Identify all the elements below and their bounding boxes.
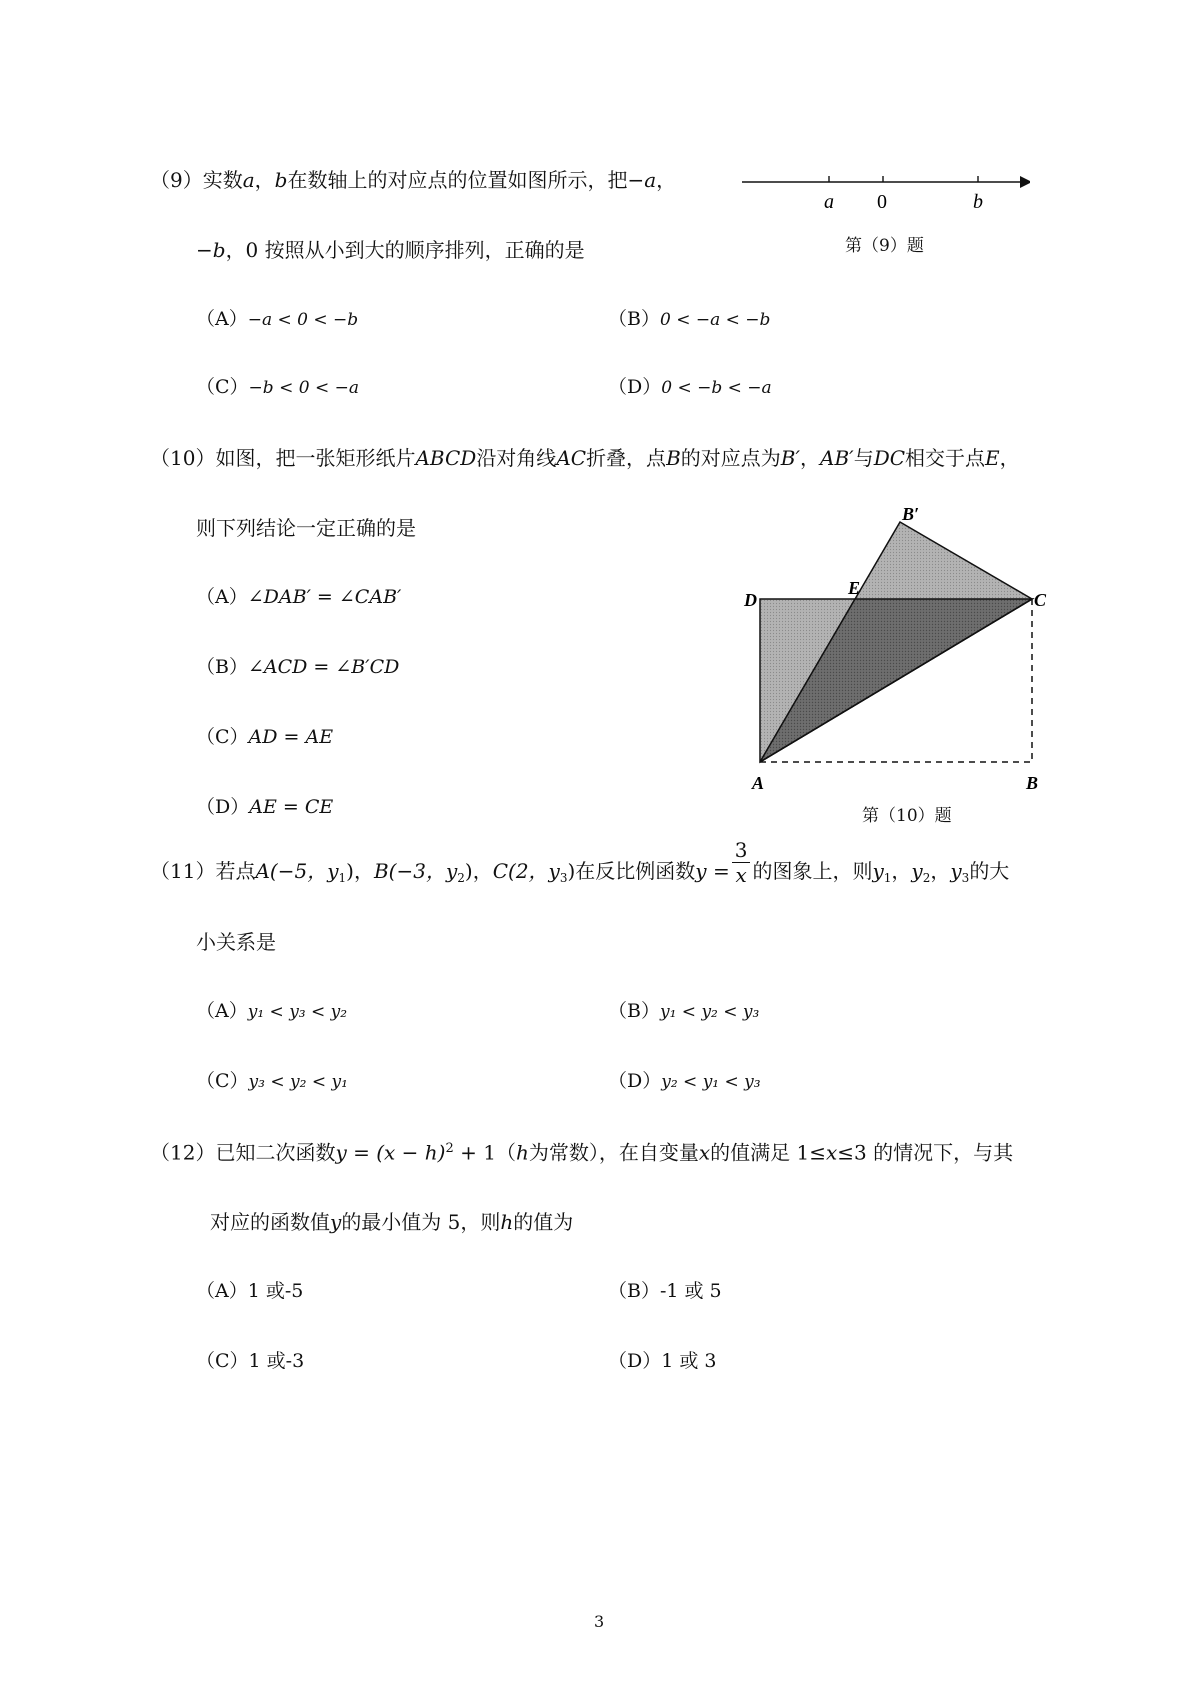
q12-h: h [515, 1140, 529, 1165]
q9-text: （9）实数 [150, 168, 243, 192]
q10-text: ， [999, 446, 1020, 470]
q12-text: 的值满足 1≤ [710, 1140, 826, 1165]
q11-option-c[interactable] [196, 1072, 348, 1091]
q11-text: 在反比例函数 [575, 859, 696, 883]
option-label: （C） [196, 376, 249, 398]
option-expr: ∠ACD = ∠B′CD [247, 656, 400, 678]
q10-text: 相交于点 [905, 446, 986, 470]
q12-x: x [698, 1140, 711, 1165]
q9-var-a: a [242, 168, 255, 192]
q10-abprime: AB′ [820, 446, 854, 470]
q12-text: 为常数），在自变量 [528, 1140, 699, 1165]
axis-label-0: 0 [877, 191, 887, 213]
axis-label-b: b [973, 191, 983, 213]
q9-stem-line1 [150, 170, 676, 190]
q12-sup: 2 [445, 1141, 454, 1156]
q9-neg-a: −a [627, 168, 657, 192]
q11-sub: 3 [559, 871, 568, 885]
q11-fn-lhs: y = [695, 859, 730, 883]
label-e: E [848, 578, 861, 598]
q11-point-c: C [492, 859, 509, 883]
option-label: （D） [608, 376, 662, 398]
label-a: A [752, 773, 765, 790]
q11-args: (−5，y [269, 859, 339, 883]
arrow-icon [1020, 176, 1030, 188]
option-label: （A） [196, 586, 248, 608]
q10-option-d[interactable] [196, 798, 333, 817]
q10-stem-line1 [150, 448, 1020, 468]
q9-text-line2: ，0 按照从小到大的顺序排列，正确的是 [225, 238, 585, 262]
q12-text: （ [495, 1140, 516, 1165]
page-number: 3 [594, 1612, 605, 1631]
q11-args: (−3，y [388, 859, 458, 883]
q10-option-c[interactable] [196, 728, 333, 747]
q9-var-b: b [274, 168, 288, 192]
q11-option-a[interactable] [196, 1002, 347, 1021]
option-expr: -1 或 5 [659, 1280, 722, 1302]
q12-option-b[interactable] [608, 1282, 722, 1301]
q11-sub: 1 [338, 871, 347, 885]
option-expr: −a < 0 < −b [247, 310, 359, 330]
q9-neg-b: −b [196, 238, 226, 262]
q10-e: E [985, 446, 1000, 470]
q11-sub: 2 [922, 871, 931, 885]
q10-text: 与 [853, 446, 874, 470]
q11-args: (2，y [508, 859, 560, 883]
q12-text: （12）已知二次函数 [150, 1140, 336, 1165]
option-label: （A） [196, 1000, 248, 1022]
option-label: （B） [608, 1000, 660, 1022]
label-bprime: B′ [902, 504, 920, 524]
option-label: （D） [608, 1350, 662, 1372]
q12-fn-tail: + 1 [453, 1140, 496, 1165]
q10-option-b[interactable] [196, 658, 399, 677]
q11-sep: ， [891, 859, 912, 883]
option-expr: AD = AE [248, 726, 334, 748]
option-label: （D） [196, 796, 250, 818]
q11-sep: ， [930, 859, 951, 883]
option-label: （B） [608, 1280, 660, 1302]
option-label: （A） [196, 1280, 248, 1302]
q11-sub: 2 [457, 871, 465, 885]
q11-sub: 3 [961, 871, 970, 885]
q10-ac: AC [556, 446, 587, 470]
q12-option-a[interactable] [196, 1282, 303, 1301]
q11-option-b[interactable] [608, 1002, 759, 1021]
q9-option-c[interactable] [196, 378, 359, 397]
option-expr: ∠DAB′ = ∠CAB′ [247, 586, 402, 608]
q11-y2: y [911, 859, 923, 883]
q12-text: 的最小值为 5，则 [341, 1210, 501, 1234]
q12-h: h [500, 1210, 514, 1234]
label-d: D [744, 590, 757, 610]
option-expr: y₁ < y₂ < y₃ [659, 1002, 760, 1022]
q9-text-end: ， [656, 168, 677, 192]
q11-close: ) [567, 859, 576, 883]
q9-caption: 第（9）题 [845, 236, 924, 256]
option-expr: −b < 0 < −a [248, 378, 359, 398]
frac-numerator: 3 [732, 840, 751, 863]
q10-text: 沿对角线 [476, 446, 557, 470]
q9-comma: ， [254, 168, 275, 192]
q11-point-b: B [373, 859, 389, 883]
option-expr: 0 < −b < −a [661, 378, 772, 398]
q10-option-a[interactable] [196, 588, 401, 607]
option-expr: 0 < −a < −b [659, 310, 771, 330]
q12-text: ≤3 的情况下，与其 [837, 1140, 1014, 1165]
q10-text: 折叠，点 [586, 446, 667, 470]
q11-point-a: A [255, 859, 270, 883]
label-c: C [1034, 590, 1047, 610]
q9-option-a[interactable] [196, 310, 358, 329]
q10-abcd: ABCD [415, 446, 477, 470]
q9-text-mid: 在数轴上的对应点的位置如图所示，把 [287, 168, 628, 192]
q11-stem-line2: 小关系是 [196, 930, 276, 954]
q9-option-d[interactable] [608, 378, 772, 397]
option-label: （D） [608, 1070, 662, 1092]
q11-text: （11）若点 [150, 859, 256, 883]
option-label: （C） [196, 1350, 249, 1372]
q11-text: 的大 [969, 859, 1010, 883]
q12-stem-line1 [150, 1142, 1013, 1163]
q10-dc: DC [873, 446, 906, 470]
q10-stem-line2: 则下列结论一定正确的是 [196, 516, 416, 540]
option-label: （B） [196, 656, 248, 678]
option-expr: y₂ < y₁ < y₃ [661, 1072, 761, 1092]
option-expr: y₃ < y₂ < y₁ [248, 1072, 348, 1092]
q12-x: x [825, 1140, 838, 1165]
q12-text: 的值为 [513, 1210, 574, 1234]
option-label: （B） [608, 308, 660, 330]
q11-fraction [732, 840, 751, 885]
frac-denominator: x [735, 863, 747, 887]
axis-label-a: a [824, 191, 834, 213]
q11-option-d[interactable] [608, 1072, 761, 1091]
option-expr: 1 或-5 [247, 1280, 304, 1302]
q10-text: ， [800, 446, 821, 470]
q10-caption: 第（10）题 [862, 806, 952, 826]
option-label: （C） [196, 1070, 249, 1092]
label-b: B [1026, 773, 1039, 790]
q11-text: 的图象上，则 [752, 859, 873, 883]
q9-option-b[interactable] [608, 310, 770, 329]
q12-stem-line2 [210, 1212, 573, 1232]
q11-y1: y [872, 859, 884, 883]
q11-close: )， [464, 859, 493, 883]
q12-fn: y = (x − h) [335, 1140, 446, 1165]
q10-text: （10）如图，把一张矩形纸片 [150, 446, 416, 470]
option-label: （C） [196, 726, 249, 748]
q10-bprime: B′ [780, 446, 801, 470]
q9-number-line [740, 168, 1030, 218]
q11-sub: 1 [883, 871, 892, 885]
q12-option-d[interactable] [608, 1352, 717, 1371]
q11-y3: y [950, 859, 962, 883]
q10-b: B [666, 446, 681, 470]
q12-y: y [330, 1210, 342, 1234]
option-expr: AE = CE [249, 796, 334, 818]
q10-fold-figure [730, 500, 1060, 790]
q12-text: 对应的函数值 [210, 1210, 330, 1234]
q9-stem-line2 [196, 240, 585, 260]
option-expr: 1 或 3 [661, 1350, 717, 1372]
q11-close: )， [346, 859, 374, 883]
q11-stem-line1 [150, 838, 1010, 887]
option-label: （A） [196, 308, 248, 330]
option-expr: 1 或-3 [248, 1350, 305, 1372]
q12-option-c[interactable] [196, 1352, 304, 1371]
q10-text: 的对应点为 [680, 446, 781, 470]
option-expr: y₁ < y₃ < y₂ [247, 1002, 348, 1022]
